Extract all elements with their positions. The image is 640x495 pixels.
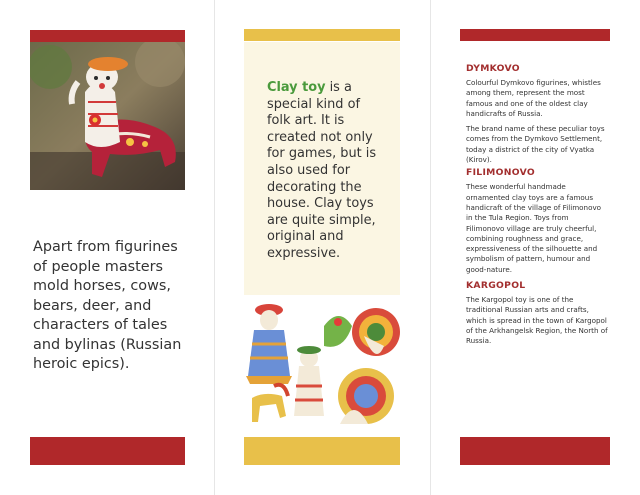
dymkovo-horse-photo (30, 42, 185, 190)
section-kargopol (466, 280, 608, 346)
right-panel (466, 63, 608, 352)
left-bottom-bar (30, 437, 185, 465)
section-title-filimonovo: FILIMONOVO (466, 167, 535, 179)
filimonovo-toys-photo (244, 296, 400, 434)
kargopol-paragraph-1: The Kargopol toy is one of the traditional Russian arts and crafts, which is spread in the town of Kargopol of the Arkhangelsk Region, the North of Russia. (466, 295, 608, 346)
clay-toy-highlight: Clay toy (267, 80, 326, 95)
fold-line-left (214, 0, 215, 495)
section-filimonovo (466, 167, 608, 275)
intro-text (267, 80, 385, 263)
section-title-dymkovo: DYMKOVO (466, 63, 520, 74)
right-top-bar (460, 29, 610, 41)
left-panel-text: Apart from figurines of people masters mold horses, cows, bears, deer, and characters of tales and bylinas (Russian heroic epics). (33, 239, 182, 372)
fold-line-right (430, 0, 431, 495)
section-title-kargopol: KARGOPOL (466, 280, 526, 292)
filimonovo-paragraph-1: These wonderful handmade ornamented clay toys are a famous handicraft of the village of Filimonovo in the Tula Region. Toys from Filimonovo village are truly cheerful, combining roughness and grace, expressiveness of the silhouette and symbolism of pattern, humour and good-nature. (466, 182, 602, 274)
dymkovo-paragraph-2: The brand name of these peculiar toys comes from the Dymkovo Settlement, today a district of the city of Vyatka (Kirov). (466, 124, 605, 165)
left-top-bar (30, 30, 185, 42)
middle-top-bar (244, 29, 400, 41)
right-bottom-bar (460, 437, 610, 465)
dymkovo-paragraph-1: Colourful Dymkovo figurines, whistles among them, represent the most famous and one of the oldest clay handicrafts of Russia. (466, 78, 601, 118)
section-dymkovo (466, 63, 608, 165)
intro-body: is a special kind of folk art. It is created not only for games, but is also used for decorating the house. Clay toys are quite simple, original and expressive. (267, 80, 377, 261)
middle-bottom-bar (244, 437, 400, 465)
